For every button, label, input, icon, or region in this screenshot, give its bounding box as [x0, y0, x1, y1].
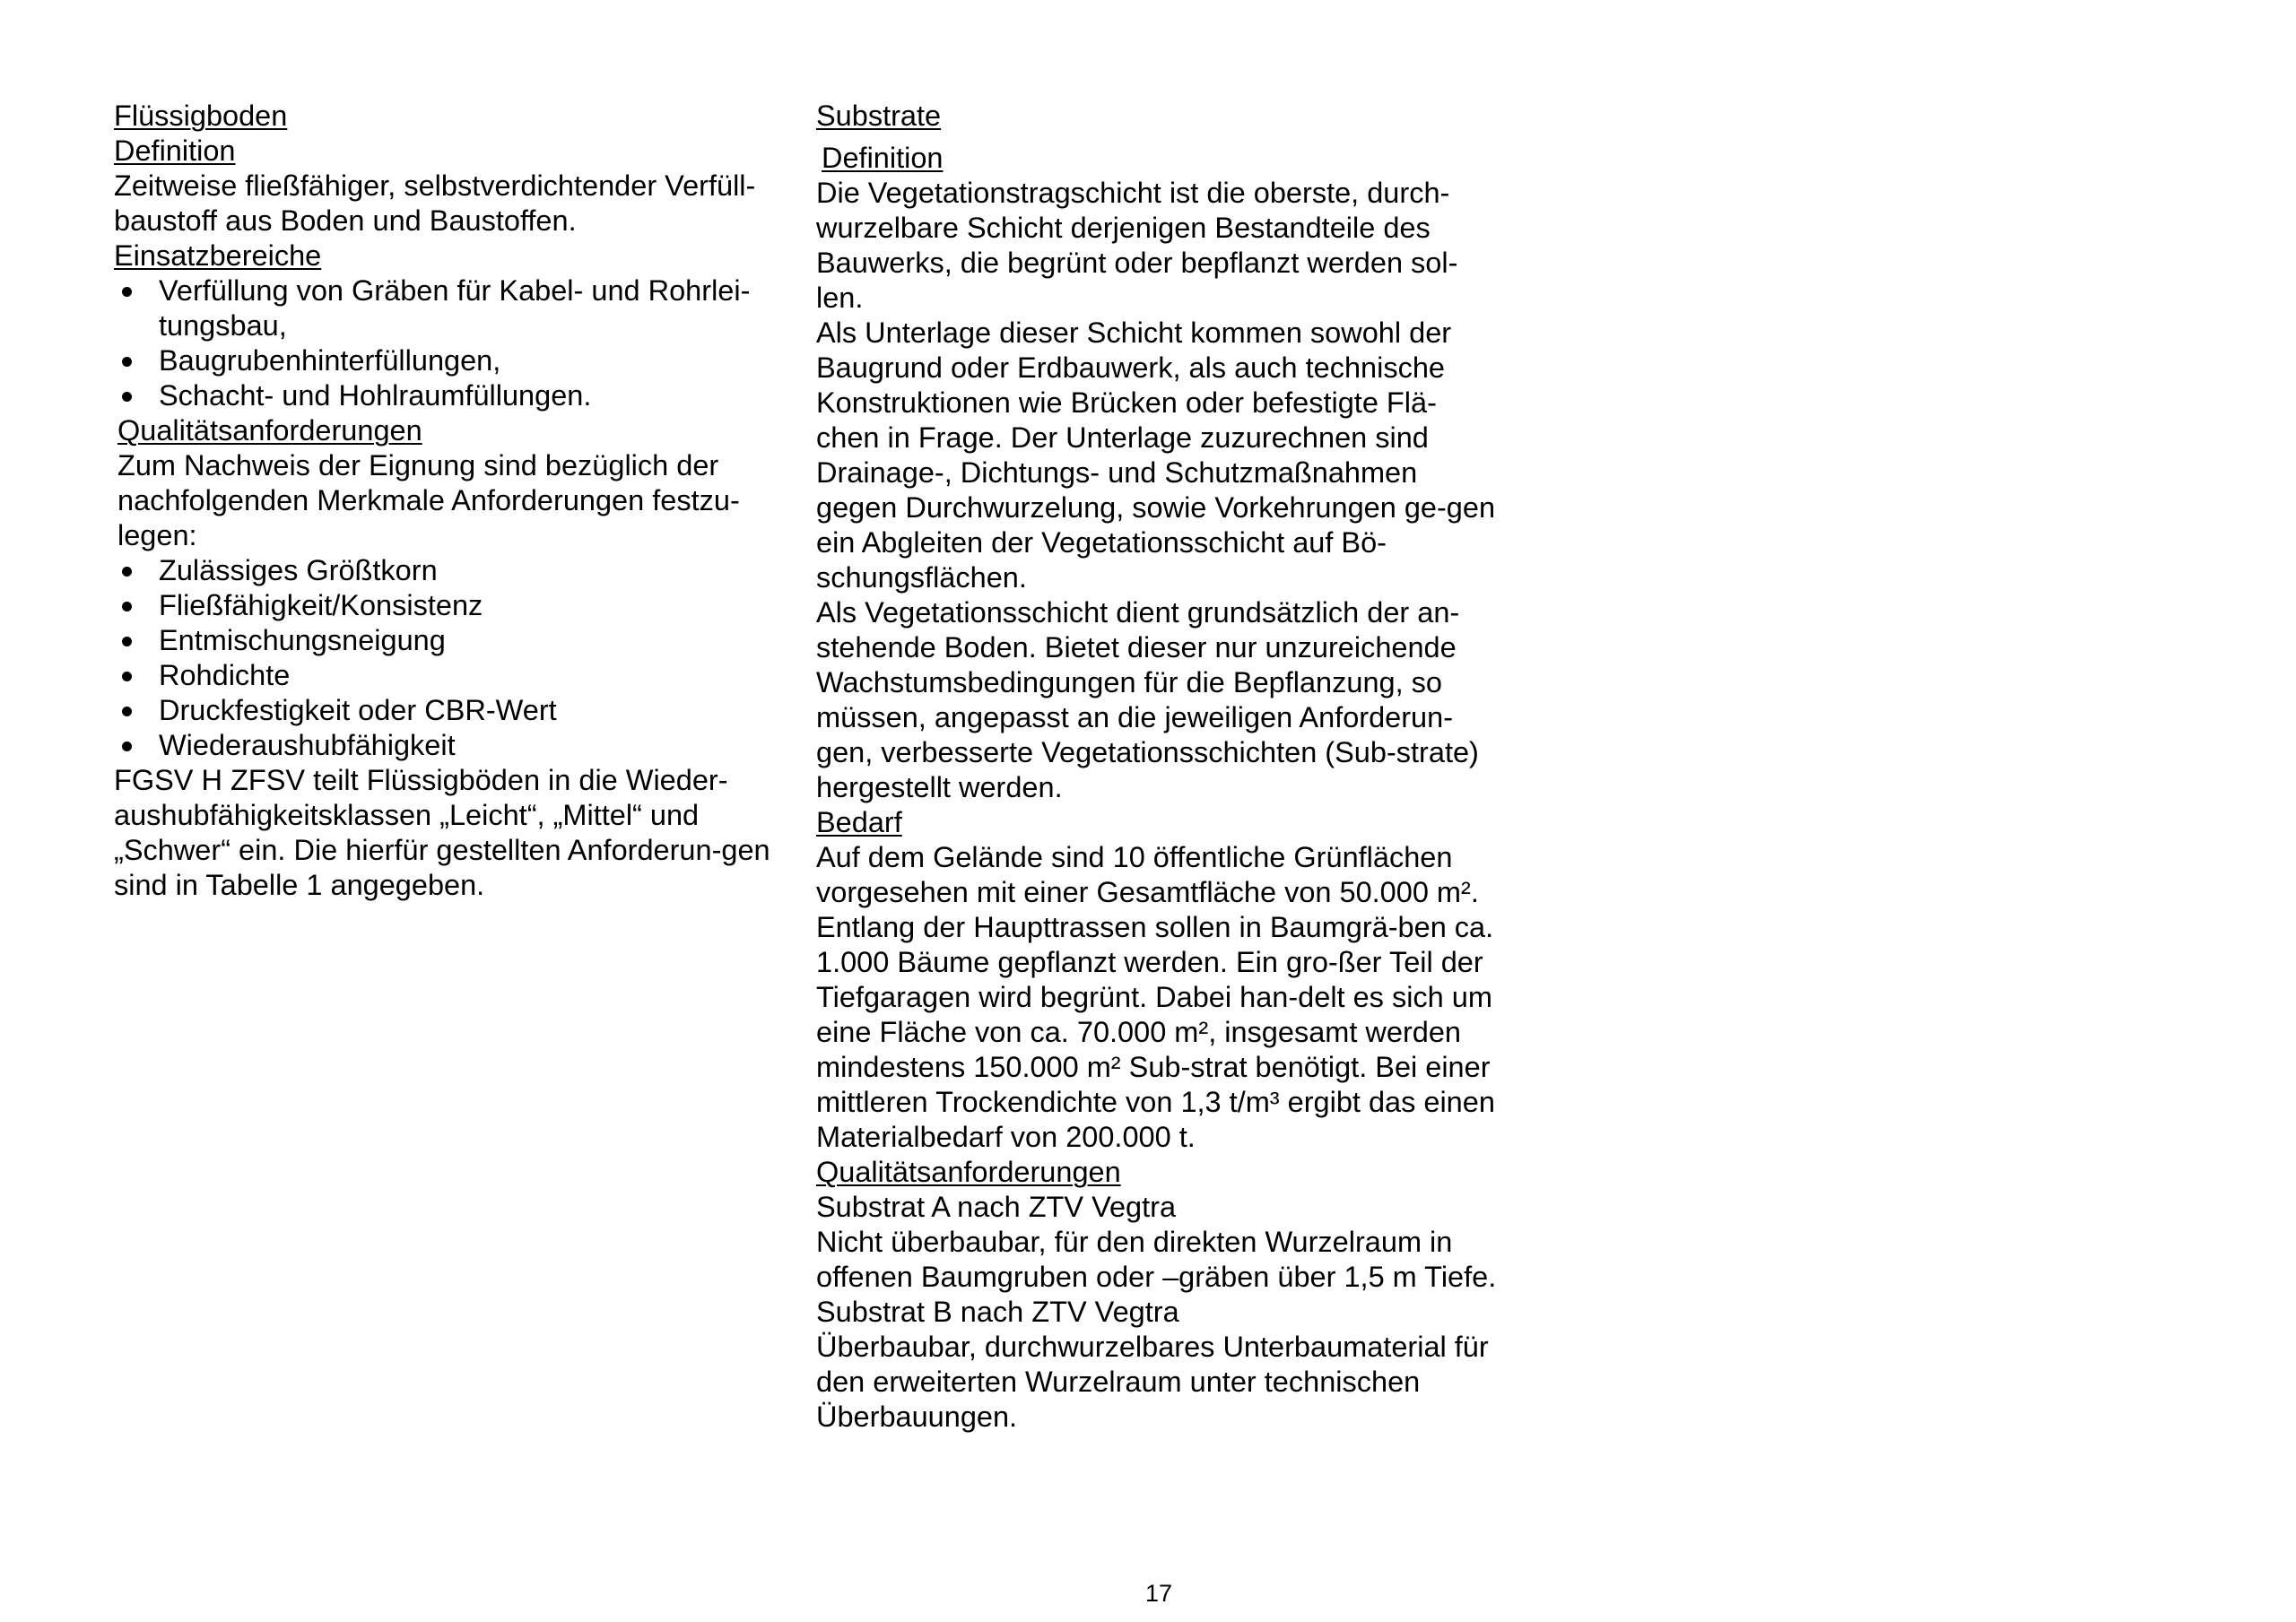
- definition-paragraph: Als Vegetationsschicht dient grundsätzlich der an-stehende Boden. Bietet dieser nur unzureichende Wachstumsbedingungen für die Bepflanzung, so müssen, angepasst an die jeweiligen Anforderun-gen, verbesserte Vegetationsschichten (Sub-strate) hergestellt werden.: [816, 596, 1479, 803]
- list-item: Schacht- und Hohlraumfüllungen.: [114, 378, 778, 413]
- einsatzbereiche-list: [114, 273, 778, 413]
- right-column: [816, 99, 1498, 1435]
- list-item: Baugrubenhinterfüllungen,: [114, 343, 778, 378]
- quality-heading: Qualitätsanforderungen: [117, 414, 422, 447]
- quality-intro: Zum Nachweis der Eignung sind bezüglich der nachfolgenden Merkmale Anforderungen festzu-legen:: [117, 449, 740, 551]
- definition-paragraph: Als Unterlage dieser Schicht kommen sowohl der Baugrund oder Erdbauwerk, als auch technische Konstruktionen wie Brücken oder befestigte Flä-chen in Frage. Der Unterlage zuzurechnen sind Drainage-, Dichtungs- und Schutzmaßnahmen gegen Durchwurzelung, sowie Vorkehrungen ge-gen ein Abgleiten der Vegetationsschicht auf Bö-schungsflächen.: [816, 317, 1496, 594]
- substrat-b-title: Substrat B nach ZTV Vegtra: [816, 1296, 1179, 1328]
- bedarf-text: Auf dem Gelände sind 10 öffentliche Grünflächen vorgesehen mit einer Gesamtfläche von 50.000 m². Entlang der Haupttrassen sollen in Baumgrä-ben ca. 1.000 Bäume gepflanzt werden. Ein gro-ßer Teil der Tiefgaragen wird begrünt. Dabei han-delt es sich um eine Fläche von ca. 70.000 m², insgesamt werden mindestens 150.000 m² Sub-strat benötigt. Bei einer mittleren Trockendichte von 1,3 t/m³ ergibt das einen Materialbedarf von 200.000 t.: [816, 841, 1495, 1153]
- quality-heading: Qualitätsanforderungen: [816, 1156, 1121, 1188]
- list-item: Fließfähigkeit/Konsistenz: [114, 588, 778, 623]
- substrat-a-text: Nicht überbaubar, für den direkten Wurzelraum in offenen Baumgruben oder –gräben über 1,5 m Tiefe.: [816, 1226, 1497, 1293]
- definition-heading: Definition: [114, 134, 236, 167]
- bedarf-heading: Bedarf: [816, 806, 902, 838]
- list-item: Entmischungsneigung: [114, 623, 778, 658]
- section-title-substrate: Substrate: [816, 100, 942, 132]
- page-number: 17: [1144, 1580, 1173, 1607]
- left-column: [114, 99, 778, 903]
- quality-criteria-list: [114, 553, 778, 763]
- substrat-b-text: Überbaubar, durchwurzelbares Unterbaumaterial für den erweiterten Wurzelraum unter technischen Überbauungen.: [816, 1331, 1489, 1433]
- list-item: Rohdichte: [114, 658, 778, 693]
- list-item: Wiederaushubfähigkeit: [114, 728, 778, 763]
- definition-paragraph: Die Vegetationstragschicht ist die oberste, durch-wurzelbare Schicht derjenigen Bestandteile des Bauwerks, die begrünt oder bepflanzt werden sol-len.: [816, 177, 1458, 314]
- list-item: Druckfestigkeit oder CBR-Wert: [114, 693, 778, 728]
- section-title-fluessigboden: Flüssigboden: [114, 100, 288, 132]
- closing-text: FGSV H ZFSV teilt Flüssigböden in die Wieder-aushubfähigkeitsklassen „Leicht“, „Mittel“ und „Schwer“ ein. Die hierfür gestellten Anforderun-gen sind in Tabelle 1 angegeben.: [114, 764, 770, 901]
- definition-text: Zeitweise fließfähiger, selbstverdichtender Verfüll-baustoff aus Boden und Baustoffen.: [114, 169, 756, 237]
- definition-heading: Definition: [822, 142, 944, 174]
- einsatzbereiche-heading: Einsatzbereiche: [114, 239, 322, 272]
- list-item: Verfüllung von Gräben für Kabel- und Rohrlei-tungsbau,: [114, 273, 778, 343]
- substrat-a-title: Substrat A nach ZTV Vegtra: [816, 1191, 1177, 1223]
- list-item: Zulässiges Größtkorn: [114, 553, 778, 588]
